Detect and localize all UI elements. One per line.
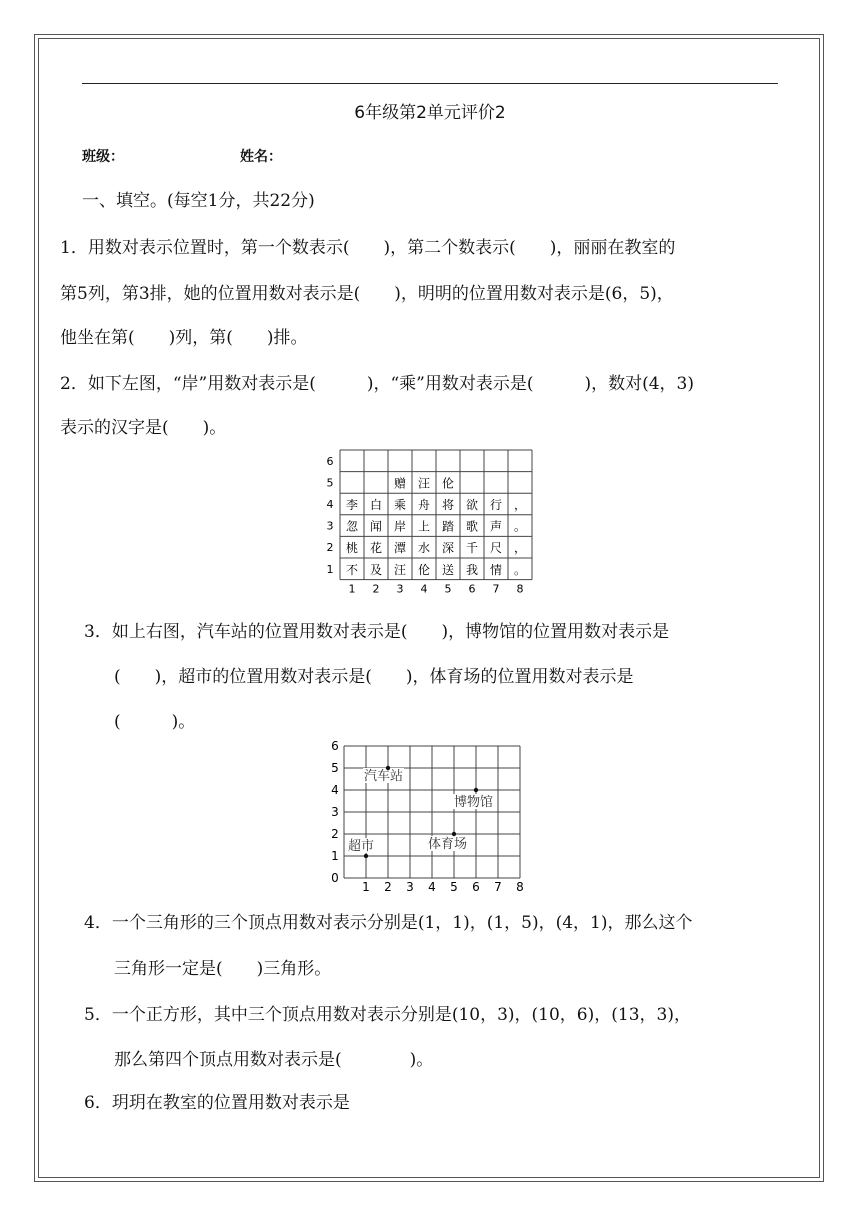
grid-character: 及	[369, 562, 383, 577]
y-tick-label: 6	[326, 454, 334, 468]
place-label: 汽车站	[364, 769, 404, 784]
place-label: 体育场	[428, 837, 468, 852]
grid-character: 潭	[393, 541, 407, 556]
question-2-line-1: 2．如下左图，“岸”用数对表示是( )，“乘”用数对表示是( )，数对(4，3)	[60, 374, 695, 394]
grid-character: 声	[489, 519, 503, 534]
x-tick-label: 5	[444, 582, 452, 596]
y-tick-label: 5	[331, 761, 339, 775]
x-tick-label: 5	[450, 880, 458, 894]
class-label: 班级：	[82, 149, 124, 165]
x-tick-label: 4	[428, 880, 436, 894]
section-heading: 一、填空。(每空1分，共22分)	[82, 191, 315, 211]
grid-character: ，	[513, 541, 527, 556]
poem-coordinate-grid	[318, 446, 542, 608]
place-label: 超市	[348, 839, 375, 854]
place-point	[452, 832, 456, 836]
name-label: 姓名：	[240, 149, 282, 165]
grid-character: 送	[441, 562, 455, 577]
grid-character: 我	[465, 562, 479, 577]
question-1-line-2: 第5列，第3排，她的位置用数对表示是( )，明明的位置用数对表示是(6，5)，	[60, 284, 674, 304]
grid-character: 将	[441, 498, 455, 512]
question-1-line-3: 他坐在第( )列，第( )排。	[60, 328, 308, 348]
question-4-line-2: 三角形一定是( )三角形。	[114, 959, 332, 979]
x-tick-label: 1	[348, 582, 356, 596]
page-title: 6年级第2单元评价2	[354, 103, 506, 123]
x-tick-label: 8	[516, 880, 524, 894]
y-tick-label: 3	[331, 805, 339, 819]
grid-character: 岸	[393, 519, 407, 534]
grid-character: 白	[369, 498, 383, 512]
place-point	[474, 788, 478, 792]
grid-character: ，	[513, 498, 527, 512]
grid-character: 千	[465, 541, 479, 556]
x-tick-label: 1	[362, 880, 370, 894]
grid-character: 伦	[441, 476, 455, 491]
y-tick-label: 1	[326, 562, 334, 576]
grid-character: 汪	[393, 562, 407, 577]
place-point	[364, 854, 368, 858]
y-tick-label: 3	[326, 519, 334, 533]
question-1-line-1: 1．用数对表示位置时，第一个数表示( )，第二个数表示( )，丽丽在教室的	[60, 238, 676, 258]
y-tick-label: 6	[331, 739, 339, 753]
question-2-line-2: 表示的汉字是( )。	[60, 418, 227, 438]
y-tick-label: 0	[331, 871, 339, 885]
grid-character: 。	[513, 562, 527, 577]
x-tick-label: 7	[492, 582, 500, 596]
y-tick-label: 4	[331, 783, 339, 797]
grid-character: 上	[417, 519, 431, 534]
grid-character: 踏	[441, 519, 455, 534]
grid-character: 花	[369, 541, 383, 556]
map-coordinate-grid	[328, 738, 532, 896]
question-6-line-1: 6．玥玥在教室的位置用数对表示是	[84, 1093, 350, 1113]
grid-character: 尺	[489, 541, 503, 556]
place-label: 博物馆	[454, 795, 494, 810]
grid-character: 深	[441, 541, 455, 556]
grid-character: 桃	[345, 541, 359, 556]
x-tick-label: 2	[372, 582, 380, 596]
x-tick-label: 7	[494, 880, 502, 894]
grid-character: 行	[489, 498, 503, 512]
x-tick-label: 6	[468, 582, 476, 596]
header-rule	[82, 83, 778, 84]
question-4-line-1: 4．一个三角形的三个顶点用数对表示分别是(1，1)，(1，5)，(4，1)，那么这个	[84, 913, 693, 933]
y-tick-label: 2	[326, 541, 334, 555]
y-tick-label: 2	[331, 827, 339, 841]
grid-character: 赠	[393, 476, 407, 491]
question-3-line-2: ( )，超市的位置用数对表示是( )，体育场的位置用数对表示是	[114, 667, 634, 687]
x-tick-label: 3	[406, 880, 414, 894]
x-tick-label: 3	[396, 582, 404, 596]
question-5-line-1: 5．一个正方形，其中三个顶点用数对表示分别是(10，3)，(10，6)，(13，3)，	[84, 1005, 691, 1025]
grid-character: 闻	[369, 519, 383, 534]
x-tick-label: 4	[420, 582, 428, 596]
x-tick-label: 8	[516, 582, 524, 596]
grid-character: 忽	[345, 519, 359, 534]
grid-character: 水	[417, 541, 431, 556]
grid-character: 伦	[417, 562, 431, 577]
grid-character: 乘	[393, 498, 407, 512]
question-3-line-1: 3．如上右图，汽车站的位置用数对表示是( )，博物馆的位置用数对表示是	[84, 622, 670, 642]
y-tick-label: 5	[326, 476, 334, 490]
grid-character: 舟	[417, 498, 431, 512]
y-tick-label: 4	[326, 498, 334, 511]
x-tick-label: 2	[384, 880, 392, 894]
grid-character: 欲	[465, 498, 479, 512]
grid-character: 不	[345, 562, 359, 577]
grid-character: 汪	[417, 476, 431, 491]
grid-character: 。	[513, 519, 527, 534]
question-3-line-3: ( )。	[114, 712, 196, 732]
y-tick-label: 1	[331, 849, 339, 863]
grid-character: 歌	[465, 519, 479, 534]
x-tick-label: 6	[472, 880, 480, 894]
grid-character: 李	[345, 498, 359, 512]
question-5-line-2: 那么第四个顶点用数对表示是( )。	[114, 1050, 434, 1070]
grid-character: 情	[489, 562, 503, 577]
